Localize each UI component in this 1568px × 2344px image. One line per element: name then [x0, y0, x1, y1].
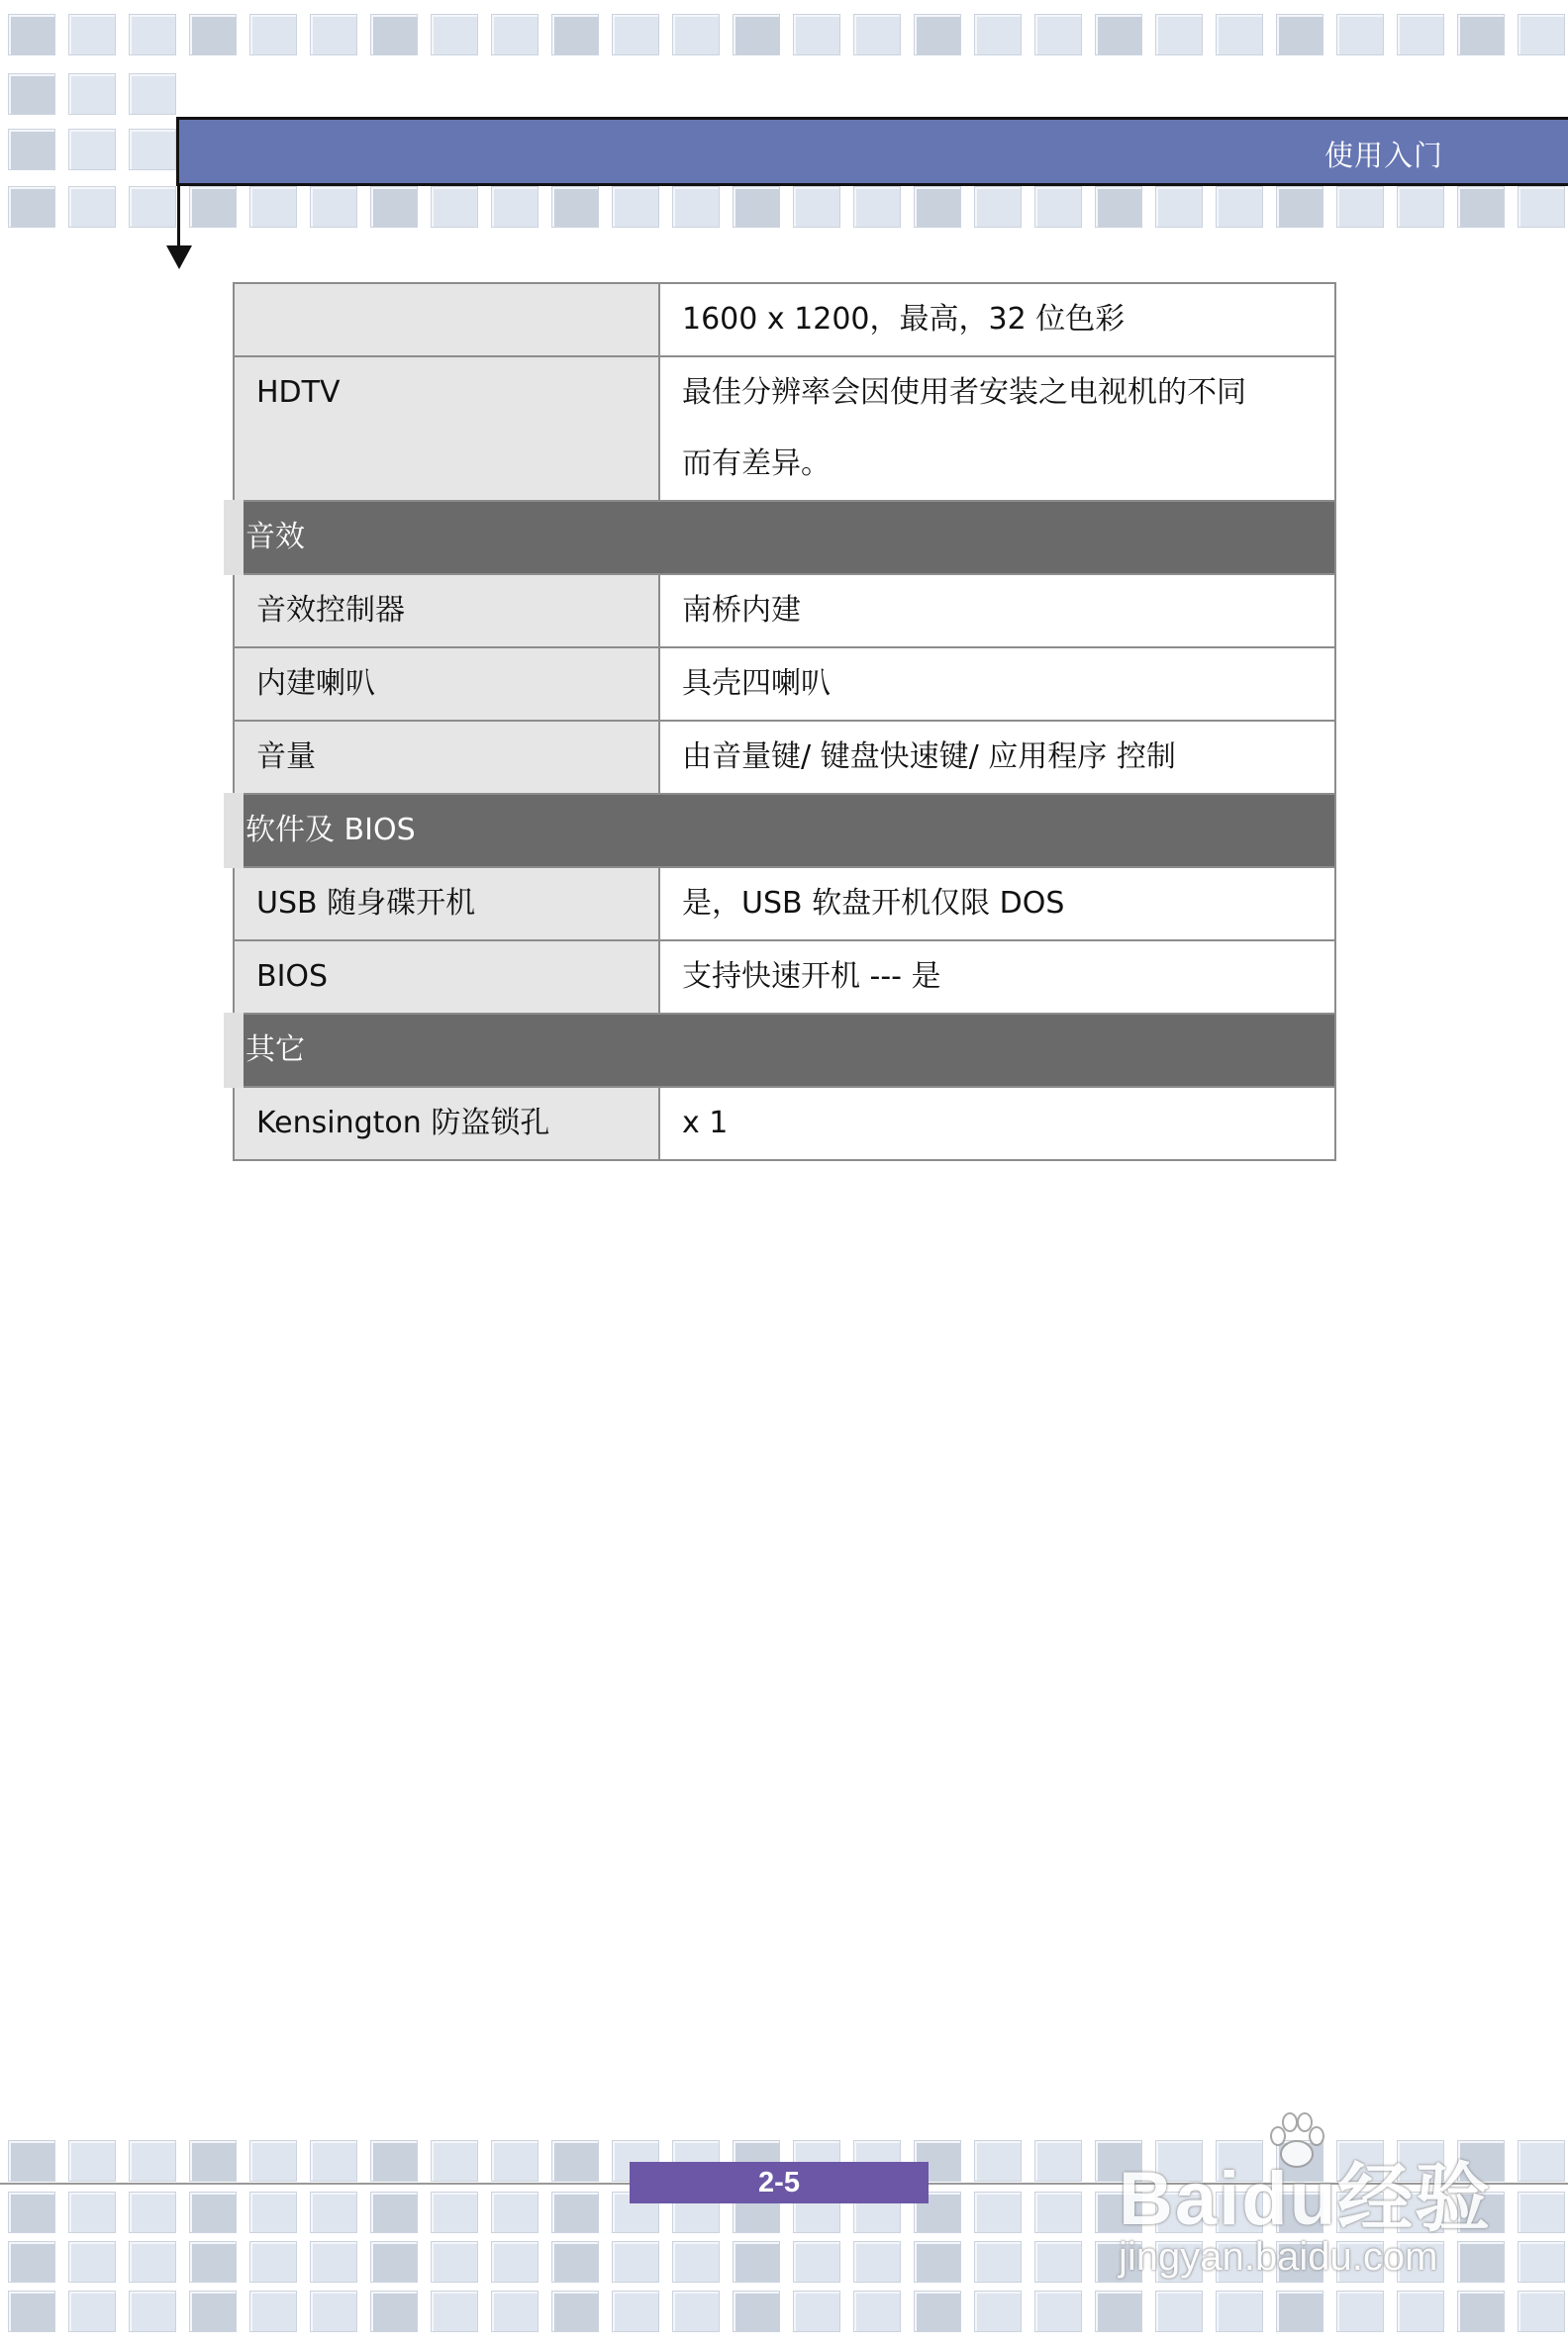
tile [129, 14, 176, 55]
tile [733, 14, 780, 55]
page-title: 使用入门 [1323, 139, 1443, 172]
tile [431, 14, 478, 55]
tile [189, 14, 237, 55]
tile [8, 186, 55, 228]
tile-row [0, 73, 1568, 117]
spec-label: HDTV [234, 356, 659, 501]
tile-row [0, 186, 1568, 230]
tile [1276, 2291, 1323, 2332]
spec-value-line: 是，USB 软盘开机仅限 DOS [682, 886, 1065, 921]
table-section-header [234, 1014, 1335, 1087]
watermark-url: jingyan.baidu.com [1119, 2235, 1438, 2279]
tile [431, 2140, 478, 2182]
tile [249, 14, 297, 55]
tile-row [0, 2291, 1568, 2334]
tile [672, 2241, 720, 2283]
tile [1034, 14, 1082, 55]
tile-row [0, 14, 1568, 57]
tile [551, 2192, 599, 2233]
spec-label: 音量 [234, 721, 659, 794]
spec-value-line: 而有差异。 [682, 446, 831, 481]
tile [551, 2291, 599, 2332]
spec-value [659, 867, 1335, 940]
tile [551, 14, 599, 55]
spec-value-line: 具壳四喇叭 [682, 666, 831, 701]
section-title: 软件及 BIOS [234, 794, 1335, 867]
tile [793, 2241, 840, 2283]
spec-value-line: 最佳分辨率会因使用者安装之电视机的不同 [682, 375, 1246, 410]
spec-value-line: 支持快速开机 --- 是 [682, 959, 941, 994]
tile [974, 186, 1022, 228]
spec-value [659, 647, 1335, 721]
tile [370, 186, 418, 228]
tile [672, 14, 720, 55]
tile [974, 2291, 1022, 2332]
tile [370, 2241, 418, 2283]
tile [551, 2241, 599, 2283]
spec-label: Kensington 防盗锁孔 [234, 1087, 659, 1160]
tile [8, 14, 55, 55]
tile [370, 2291, 418, 2332]
tile [1095, 186, 1142, 228]
page-number-badge: 2-5 [630, 2162, 929, 2203]
spec-value [659, 1087, 1335, 1160]
tile [310, 2140, 357, 2182]
tile [793, 2291, 840, 2332]
tile [189, 2140, 237, 2182]
tile [1095, 2291, 1142, 2332]
tile [1155, 2291, 1203, 2332]
tile [733, 186, 780, 228]
tile [68, 129, 116, 170]
table-row [234, 1087, 1335, 1160]
tile [491, 2291, 539, 2332]
tile [8, 2241, 55, 2283]
tile [310, 2291, 357, 2332]
spec-value [659, 940, 1335, 1014]
spec-label: 内建喇叭 [234, 647, 659, 721]
tile [1034, 2140, 1082, 2182]
tile [853, 2291, 901, 2332]
table-row [234, 867, 1335, 940]
tile [129, 186, 176, 228]
tile [8, 2192, 55, 2233]
tile [1457, 2291, 1505, 2332]
tile [1336, 186, 1384, 228]
top-tile-pattern [0, 0, 1568, 230]
tile [914, 2241, 961, 2283]
header-arrow-down-icon [166, 245, 192, 269]
section-title: 音效 [234, 501, 1335, 574]
tile [1216, 186, 1263, 228]
tile [1518, 14, 1565, 55]
spec-table [224, 282, 1336, 1161]
tile [249, 2140, 297, 2182]
tile [1216, 14, 1263, 55]
tile [189, 2192, 237, 2233]
tile [1336, 14, 1384, 55]
spec-label: BIOS [234, 940, 659, 1014]
watermark-brand: Baidu经验 [1119, 2157, 1493, 2241]
table-row [234, 940, 1335, 1014]
tile [1155, 14, 1203, 55]
section-title: 其它 [234, 1014, 1335, 1087]
tile [370, 2140, 418, 2182]
tile [1336, 2291, 1384, 2332]
table-row [234, 283, 1335, 356]
tile [68, 2192, 116, 2233]
tile [431, 2241, 478, 2283]
tile [1034, 2291, 1082, 2332]
tile [129, 2192, 176, 2233]
tile [8, 73, 55, 115]
tile [612, 14, 659, 55]
tile [793, 14, 840, 55]
spec-value [659, 283, 1335, 356]
spec-value-line: 1600 x 1200，最高，32 位色彩 [682, 302, 1126, 337]
tile [1457, 186, 1505, 228]
spec-label: USB 随身碟开机 [234, 867, 659, 940]
table-row [234, 721, 1335, 794]
tile [612, 2291, 659, 2332]
tile [129, 129, 176, 170]
tile [1155, 186, 1203, 228]
tile [491, 186, 539, 228]
tile [310, 2192, 357, 2233]
tile [431, 2192, 478, 2233]
tile [129, 2291, 176, 2332]
tile [1518, 2291, 1565, 2332]
tile [1397, 14, 1444, 55]
tile [68, 2241, 116, 2283]
tile [1095, 14, 1142, 55]
tile [914, 186, 961, 228]
tile [1518, 2241, 1565, 2283]
spec-value-line: 南桥内建 [682, 593, 801, 628]
tile [914, 2291, 961, 2332]
tile [249, 2192, 297, 2233]
tile [1518, 2192, 1565, 2233]
tile [129, 2241, 176, 2283]
tile [612, 186, 659, 228]
tile [310, 14, 357, 55]
tile [249, 2291, 297, 2332]
table-row [234, 647, 1335, 721]
tile [672, 186, 720, 228]
tile [310, 2241, 357, 2283]
table-section-header [234, 501, 1335, 574]
tile [370, 2192, 418, 2233]
tile [551, 186, 599, 228]
tile [8, 2291, 55, 2332]
baidu-watermark [1109, 2108, 1505, 2296]
tile [1034, 186, 1082, 228]
tile [491, 2241, 539, 2283]
header-band [176, 117, 1568, 186]
spec-value-line: x 1 [682, 1106, 729, 1140]
tile [1518, 2140, 1565, 2182]
header-arrow-line [177, 184, 180, 247]
tile [129, 2140, 176, 2182]
tile [733, 2291, 780, 2332]
tile [310, 186, 357, 228]
tile [1397, 2291, 1444, 2332]
tile [853, 2241, 901, 2283]
tile [8, 129, 55, 170]
tile [491, 2140, 539, 2182]
tile [68, 186, 116, 228]
tile [551, 2140, 599, 2182]
tile [974, 2140, 1022, 2182]
tile [793, 186, 840, 228]
tile [914, 14, 961, 55]
tile [491, 2192, 539, 2233]
tile [733, 2241, 780, 2283]
tile [68, 2140, 116, 2182]
tile [1276, 186, 1323, 228]
tile [974, 2192, 1022, 2233]
tile [853, 186, 901, 228]
tile [129, 73, 176, 115]
table-row [234, 574, 1335, 647]
tile [68, 14, 116, 55]
spec-label [234, 283, 659, 356]
tile [974, 2241, 1022, 2283]
spec-value-line: 由音量键/ 键盘快速键/ 应用程序 控制 [682, 739, 1176, 774]
tile [853, 14, 901, 55]
tile [431, 186, 478, 228]
tile [612, 2241, 659, 2283]
tile [68, 73, 116, 115]
tile [1276, 14, 1323, 55]
spec-label: 音效控制器 [234, 574, 659, 647]
tile [974, 14, 1022, 55]
tile [249, 2241, 297, 2283]
tile [431, 2291, 478, 2332]
tile [189, 186, 237, 228]
spec-table-body [234, 283, 1335, 1160]
tile [1216, 2291, 1263, 2332]
tile [1034, 2241, 1082, 2283]
tile [68, 2291, 116, 2332]
table-row [234, 356, 1335, 501]
tile [370, 14, 418, 55]
tile [1518, 186, 1565, 228]
tile [189, 2241, 237, 2283]
tile [1034, 2192, 1082, 2233]
spec-value [659, 574, 1335, 647]
spec-value [659, 721, 1335, 794]
tile [8, 2140, 55, 2182]
spec-value [659, 356, 1335, 501]
tile [672, 2291, 720, 2332]
tile [249, 186, 297, 228]
tile [189, 2291, 237, 2332]
tile [1457, 14, 1505, 55]
table-section-header [234, 794, 1335, 867]
tile [491, 14, 539, 55]
tile [1397, 186, 1444, 228]
